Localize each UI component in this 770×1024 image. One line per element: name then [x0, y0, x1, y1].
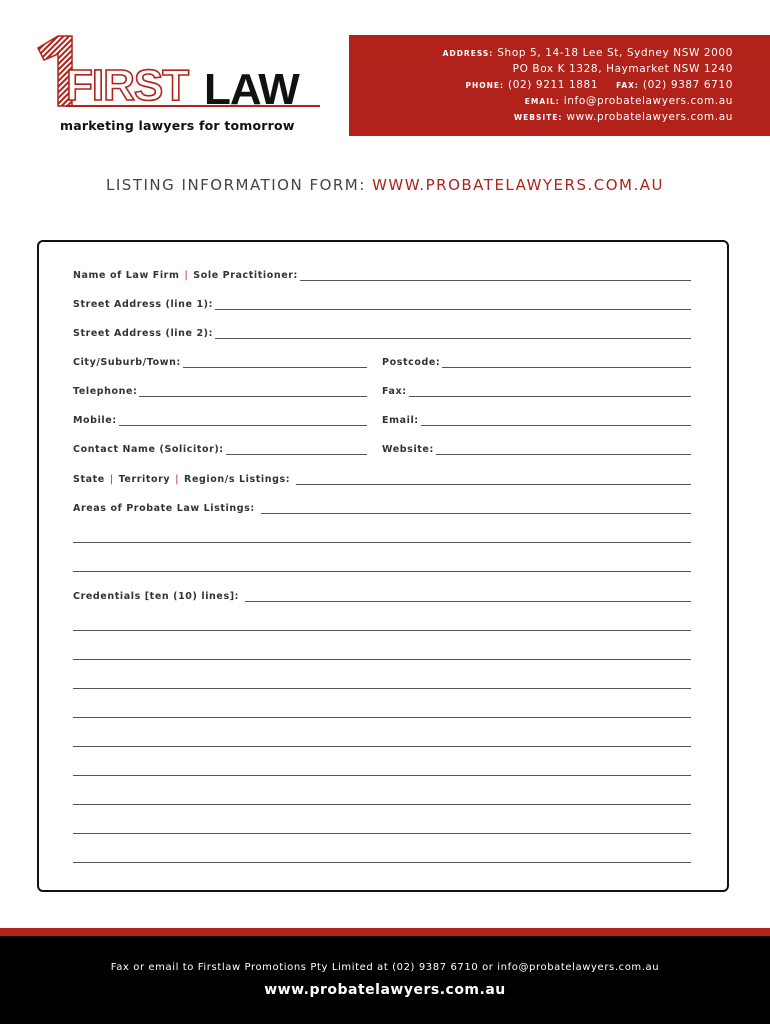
credentials-blank[interactable]	[245, 591, 691, 602]
contact-name-blank[interactable]	[226, 444, 367, 455]
website-blank[interactable]	[436, 444, 691, 455]
fax-label: FAX:	[616, 81, 639, 90]
phone-fax-line	[465, 79, 733, 91]
contact-name-label: Contact Name (Solicitor):	[73, 444, 224, 455]
territory-label: Territory	[118, 474, 171, 485]
address-value-2: PO Box K 1328, Haymarket NSW 1240	[512, 63, 733, 75]
fax-field[interactable]	[382, 386, 691, 397]
credentials-blank-line[interactable]	[73, 630, 691, 631]
address-label: ADDRESS:	[442, 49, 494, 58]
postcode-field[interactable]	[382, 357, 691, 368]
telephone-blank[interactable]	[139, 386, 367, 397]
street-1-label: Street Address (line 1):	[73, 299, 214, 310]
street-2-blank[interactable]	[215, 328, 691, 339]
email-label: Email:	[382, 415, 419, 426]
street-2-label: Street Address (line 2):	[73, 328, 214, 339]
telephone-field[interactable]	[73, 386, 367, 397]
credentials-blank-line[interactable]	[73, 659, 691, 660]
areas-label: Areas of Probate Law Listings:	[73, 503, 255, 514]
regions-blank[interactable]	[296, 474, 691, 485]
credentials-field[interactable]	[73, 591, 691, 602]
website-label: WEBSITE:	[513, 113, 563, 122]
email-label: EMAIL:	[524, 97, 560, 106]
telephone-label: Telephone:	[73, 386, 138, 397]
fax-blank[interactable]	[409, 386, 691, 397]
credentials-blank-line[interactable]	[73, 862, 691, 863]
separator: |	[109, 474, 114, 485]
footer-note: Fax or email to Firstlaw Promotions Pty Limited at (02) 9387 6710 or info@probatelawyers.com.au	[110, 962, 660, 973]
phone-label: PHONE:	[465, 81, 505, 90]
credentials-blank-line[interactable]	[73, 804, 691, 805]
areas-blank-line[interactable]	[73, 571, 691, 572]
separator: |	[184, 270, 189, 281]
law-firm-blank[interactable]	[300, 270, 691, 281]
postcode-blank[interactable]	[442, 357, 691, 368]
street-1-field[interactable]	[73, 299, 691, 310]
fax-label: Fax:	[382, 386, 407, 397]
fax-value: (02) 9387 6710	[642, 79, 733, 91]
website-field[interactable]	[382, 444, 691, 455]
footer-red-stripe	[0, 928, 770, 936]
credentials-blank-line[interactable]	[73, 717, 691, 718]
logo-law-text: LAW	[204, 65, 299, 114]
phone-value: (02) 9211 1881	[508, 79, 599, 91]
law-firm-label: Name of Law Firm	[73, 270, 180, 281]
email-field[interactable]	[382, 415, 691, 426]
form-title-prefix: LISTING INFORMATION FORM:	[106, 176, 366, 194]
state-label: State	[73, 474, 105, 485]
street-2-field[interactable]	[73, 328, 691, 339]
mobile-field[interactable]	[73, 415, 367, 426]
city-label: City/Suburb/Town:	[73, 357, 181, 368]
separator: |	[175, 474, 180, 485]
form-title	[0, 176, 770, 194]
address-line-1	[443, 47, 733, 59]
areas-blank[interactable]	[261, 503, 691, 514]
website-line	[514, 111, 733, 123]
logo-first-text: FIRST	[66, 61, 189, 110]
credentials-blank-line[interactable]	[73, 746, 691, 747]
address-line-2	[513, 63, 733, 75]
regions-label: Region/s Listings:	[184, 474, 291, 485]
credentials-label: Credentials [ten (10) lines]:	[73, 591, 240, 602]
state-territory-field[interactable]	[73, 474, 691, 485]
street-1-blank[interactable]	[215, 299, 691, 310]
sole-practitioner-label: Sole Practitioner:	[193, 270, 298, 281]
city-blank[interactable]	[183, 357, 367, 368]
website-label: Website:	[382, 444, 434, 455]
footer-website-link[interactable]: www.probatelawyers.com.au	[264, 982, 506, 998]
contact-panel	[349, 35, 770, 136]
footer-band	[0, 928, 770, 1024]
areas-field[interactable]	[73, 503, 691, 514]
credentials-blank-line[interactable]	[73, 688, 691, 689]
website-link[interactable]: www.probatelawyers.com.au	[566, 111, 733, 123]
contact-name-field[interactable]	[73, 444, 367, 455]
email-blank[interactable]	[421, 415, 691, 426]
address-value-1: Shop 5, 14-18 Lee St, Sydney NSW 2000	[497, 47, 733, 59]
logo-tagline: marketing lawyers for tomorrow	[60, 118, 295, 133]
mobile-label: Mobile:	[73, 415, 117, 426]
postcode-label: Postcode:	[382, 357, 441, 368]
form-title-url: WWW.PROBATELAWYERS.COM.AU	[372, 176, 664, 194]
mobile-blank[interactable]	[119, 415, 367, 426]
areas-blank-line[interactable]	[73, 542, 691, 543]
credentials-blank-line[interactable]	[73, 775, 691, 776]
email-link[interactable]: info@probatelawyers.com.au	[563, 95, 733, 107]
email-line	[525, 95, 733, 107]
law-firm-field[interactable]	[73, 270, 691, 281]
credentials-blank-line[interactable]	[73, 833, 691, 834]
city-field[interactable]	[73, 357, 367, 368]
